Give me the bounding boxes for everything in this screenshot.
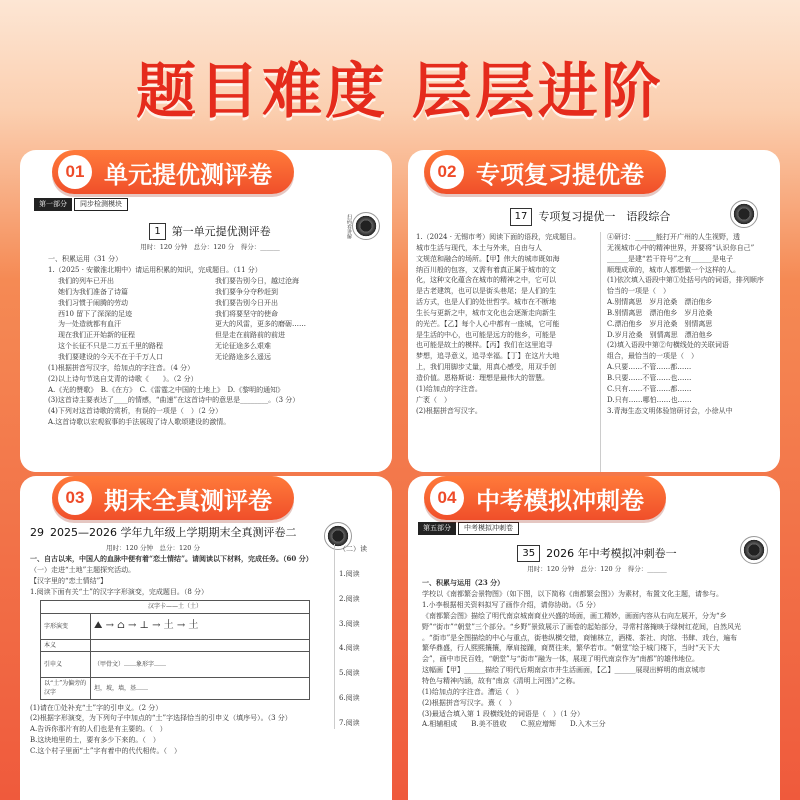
text-line: 的光芒。【乙】每个人心中都有一座城，它可能 [416,319,560,328]
qr-caption: 扫码看讲解 [346,214,352,239]
text-line: 1.（2024 · 无锡市考）阅读下面的语段，完成题目。 [416,233,581,241]
question-options: A.《光的赞歌》 B.《在方》 C.《雷霆之中国的土地上》 D.《黎明的通知》 [48,385,285,394]
table-row [41,639,310,651]
card-number: 02 [430,155,464,189]
paper-meta: 用时：120 分钟 总分：120 分 得分：______ [140,243,280,252]
paper-number: 17 [510,208,533,226]
card-unit-test [20,150,392,472]
text-line: 学校以《南都繁会景物图》（如下图，以下简称《南都繁会图》）为素材，布置文化主题，请参与。 [422,590,723,599]
card-03-title [52,476,294,520]
page-headline: 题目难度 层层进阶 [136,57,664,127]
glyph-evolution: ⛰ → ⌂ → ⊥ → 土 → 土 [91,613,310,639]
text-line: 广袤（ ） [416,395,451,404]
poem-line: 这个长征不只是二万五千里的路程 [58,342,163,351]
card-04-title [424,476,666,520]
card-label: 期末全真测评卷 [104,486,272,515]
text-line: 野”“街市”“朝堂”三个部分。“乡野”景致展示了画卷的起始部分，寻常村落掩映于绿树红花间，自然风光 [422,622,742,631]
table-cell: （甲骨文）……象形字…… [91,651,310,677]
paper-title: 2025—2026 学年九年级上学期期末全真测评卷二 [50,526,297,539]
text-line: 特色与精神内涵，故有“南京《清明上河图》”之称。 [422,677,580,685]
table-cell: 以“土”为偏旁的汉字 [41,677,91,699]
table-row [41,651,310,677]
text-line: 【汉字里的“恋土情结”】 [30,576,108,585]
qr-code-icon [740,536,768,564]
table-cell: 引申义 [41,651,91,677]
paper-meta: 用时：120 分钟 总分：120 分 [106,544,200,553]
card-topic-review [408,150,780,472]
question-options: A.相辅相成 B.美不胜收 C.照应增辉 D.入木三分 [422,720,606,729]
text-line: (2)根据拼音写汉字。 [416,406,482,415]
text-line: (1)给加点的字注音。 [416,384,482,393]
text-line: 1.小李根据相关资料拟写了画作介绍，请你协助。（5 分） [422,601,600,610]
table-cell: 坦，坡，墙，基…… [91,677,310,699]
text-line: 化，这种文化蕴含在城市的精神之中，它可以 [416,276,556,285]
card-number: 04 [430,481,464,515]
text-line: 1.阅读下面有关“土”的汉字字形演变，完成题目。（8 分） [30,587,209,596]
card-label: 中考模拟冲刺卷 [476,486,644,515]
question-line: C.这个村子里面“土”字有着中的代代相传。（ ） [30,746,181,755]
option-line: C.只有……不管……都…… [607,384,692,393]
card-01-title [52,150,294,194]
text-line: 1.阅读 [339,569,360,578]
qr-code-icon [352,212,380,240]
table-header: 汉字卡——土（土） [41,601,310,613]
table-cell: 本义 [41,639,91,651]
question-line: A.告诉你那片有的人们也是有主要的。（ ） [30,725,167,734]
text-line: (1)依次填入语段中第①处括号内的词语，排列顺序 [607,276,764,285]
text-line: (2)填入语段中第②句横线处的关联词语 [607,341,729,350]
question-line: (3)这首诗主要表达了____的情感，“曲速”在这首诗中的意思是________。（3 分） [48,396,300,405]
text-line: 上，我们用脚步丈量，用真心感受，用双手创 [416,363,556,372]
text-line: 6.阅读 [339,694,360,703]
question-line: (4)下列对这首诗歌的赏析，有误的一项是（ ）（2 分） [48,407,223,416]
option-line: C.漂泊他乡 岁月沧桑 别情离思 [607,319,713,328]
text-line: ______是建“若干符号”之有______是电子 [607,254,734,263]
option-line: A.只要……不管……都…… [607,363,692,372]
text-line: 顺理成章的，城市人都想做一个这样的人。 [607,265,740,274]
option-line: D.只有……哪怕……也…… [607,395,692,404]
question-stem: 1.（2025 · 安徽淮北期中）请运用积累的知识，完成题目。（11 分） [48,266,262,275]
text-line: 生长与更新之中，城市文化也会逐渐走向新生 [416,308,556,317]
sheet-final-exam [26,520,392,800]
card-number: 01 [58,155,92,189]
poem-line: 我们要建设的今天不在于千万人口 [58,353,163,361]
text-line: 7.阅读 [339,718,360,727]
paper-meta: 用时：120 分钟 总分：120 分 得分：______ [527,565,667,574]
text-line: 恰当的一项是（ ） [607,287,670,296]
section-name: 中考模拟冲刺卷 [458,522,519,535]
section-tag: 第五部分 [418,522,456,535]
paper-title: 2026 年中考模拟冲刺卷一 [546,547,677,561]
section-name: 同步检测模块 [74,198,128,211]
poem-line: 我们要告别今日，越过沧海 [215,277,299,286]
question-line: A.这首诗歌以宏观叙事的手法展现了诗人歌颂建设的激情。 [48,418,231,427]
section-heading: 一、自古以来，中国人的血脉中便有着“恋土情结”。请阅读以下材料，完成任务。（60 分） [30,554,313,563]
table-cell: 字形演变 [41,613,91,639]
sheet-mock-exam [414,520,780,800]
text-line: 这幅画【甲】______描绘了明代后期南京市井生活画面，【乙】______展现出鲜明的南京城市 [422,666,706,675]
sheet-unit-test [28,194,392,472]
question-line: (3)最适合填入第 1 段横线处的词语是（ ）（1 分） [422,709,584,718]
poem-line: 我们要告别今日开出 [215,298,278,307]
option-line: B.只要……不管……也…… [607,373,692,382]
poem-line: 无论路途多么遥远 [215,353,271,361]
text-line: 3.青海生态文明体验馆研讨会，小徐从中 [607,406,733,415]
card-label: 单元提优测评卷 [104,160,272,189]
card-mock-exam [408,476,780,800]
text-line: 是古老建筑，也可以是街头巷尾；是人们的生 [416,287,556,296]
table-row [41,677,310,699]
poem-line: 我们的列车已开出 [58,277,114,286]
poem-line: 我们将要坚守的使命 [215,309,278,318]
card-02-title [424,150,666,194]
text-line: 繁华鼎盛，行人熙熙攘攘，摩肩接踵，商贾往来，繁华若市。“朝堂”绘于城门楼下，当时“天下大 [422,644,720,653]
poem-line: 我们要争分夺秒赶到 [215,287,278,296]
poem-line: 西10 留下了深深的足迹 [58,309,133,318]
poem-line: 无论征途多么艰难 [215,342,271,351]
option-line: D.岁月沧桑 别情离思 漂泊他乡 [607,330,713,339]
poem-line: 我们习惯于闹腾的劳动 [58,298,128,307]
text-line: 3.阅读 [339,619,360,628]
option-line: B.别情离思 漂泊他乡 岁月沧桑 [607,308,713,317]
section-heading: 一、积累运用（31 分） [48,255,123,264]
text-line: 5.阅读 [339,669,360,678]
paper-number: 29 [30,526,44,539]
text-line: 组合，最恰当的一项是（ ） [607,352,698,361]
text-line: 是生活的中心，也可能是远方的他乡，可能是 [416,330,556,339]
question-line: B.这块地里的土，要有多少下来的。（ ） [30,736,160,745]
poem-line: 她们为我们准备了诗篇 [58,287,128,296]
question-line: (1)给加点的字注音。漕运（ ） [422,687,523,696]
text-line: 。“街市”是全图描绘的中心与重点，街巷纵横交错，商铺林立，酒楼、茶社、肉馆、书肆、戏台，遍布 [422,633,738,642]
text-line: 造价值。恩格斯说：理想是最伟大的智慧。 [416,373,549,382]
qr-code-icon [730,200,758,228]
card-final-exam [20,476,392,800]
text-line: 4.阅读 [339,644,360,653]
section-heading: 一、积累与运用（23 分） [422,578,505,588]
question-line: (1)根据拼音写汉字，给加点的字注音。（4 分） [48,363,195,372]
text-line: （二）读 [339,545,367,553]
hanzi-table [40,600,310,699]
poem-line: 为一处造就都有血汗 [58,320,121,329]
sheet-topic-review [408,194,772,472]
question-line: (2)根据字形演变，为下列句子中加点的“土”字选择恰当的引申义（填序号）。（3 分） [30,714,292,723]
question-line: (2)以上诗句节选自艾青的诗歌《 》。（2 分） [48,374,198,383]
text-line: （一）走进“土地”主题探究活动。 [30,565,136,574]
left-column [416,232,591,472]
text-line: 活方式，也是人们的处世哲学。城市在不断地 [416,298,556,307]
poem-block [28,276,392,363]
text-line: 无视城市心中的精神世界，并要将“认识你自己” [607,243,755,252]
card-number: 03 [58,481,92,515]
poem-line: 但是走在前路前的前进 [215,331,285,340]
text-line: ④研讨：______能打开广州的人生视野，透 [607,233,740,241]
paper-number: 1 [149,223,165,241]
paper-title: 第一单元提优测评卷 [171,225,271,239]
card-label: 专项复习提优卷 [476,160,644,189]
poem-line: 现在我们正开始新的征程 [58,331,135,340]
text-line: 梦想，追寻意义，追寻幸福。【丁】在这片大地 [416,352,560,361]
side-column [334,544,390,729]
section-tag: 第一部分 [34,198,72,211]
text-line: 《南都繁会图》描绘了明代南京城南商业兴盛的场面，画工精妙，画面内容从右向左展开，分为“乡 [422,611,727,620]
table-row [41,613,310,639]
text-line: 纳百川般的包容，又需有着真正属于城市的文 [416,265,556,274]
right-column [600,232,768,472]
text-line: 文规范和融合的场所。【甲】伟大的城市既如海 [416,254,560,263]
text-line: 会”，画中市民百姓，“朝堂”与“街市”融为一体，展现了明代南京作为“南都”的雄伟地位。 [422,655,700,664]
paper-title: 专项复习提优一 语段综合 [538,210,671,224]
text-line: 2.阅读 [339,594,360,603]
question-line: (1)请在①处补充“土”字的引申义。（2 分） [30,703,163,712]
text-line: 也可能是故土的模样。【丙】我们在这里追寻 [416,341,553,350]
question-line: (2)根据拼音写汉字。熹（ ） [422,698,516,707]
text-line: 城市生活与现代，本土与外来，自由与人 [416,243,542,252]
poem-line: 更大的风雷，更多的磨砺…… [215,320,306,329]
option-line: A.别情离思 岁月沧桑 漂泊他乡 [607,298,713,307]
paper-number: 35 [517,545,540,563]
